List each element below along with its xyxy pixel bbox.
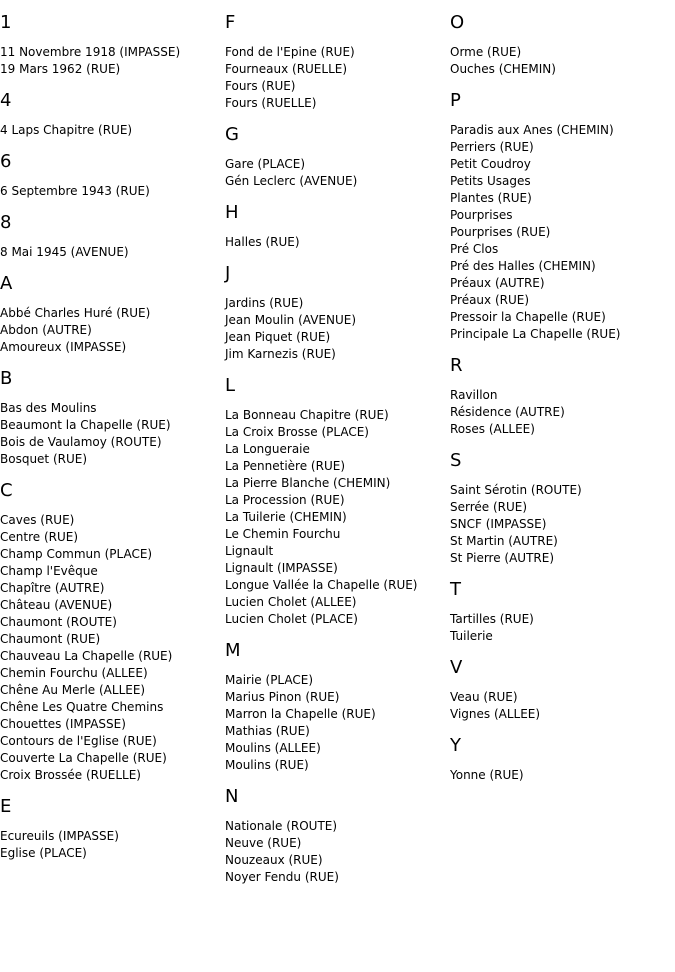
letter-heading: T <box>450 579 461 600</box>
street-item: Bosquet (RUE) <box>0 452 88 466</box>
street-item: Saint Sérotin (ROUTE) <box>450 483 582 497</box>
letter-group <box>0 151 225 200</box>
street-item: Halles (RUE) <box>225 235 300 249</box>
street-item: Serrée (RUE) <box>450 500 528 514</box>
street-item: Lucien Cholet (PLACE) <box>225 612 358 626</box>
letter-group <box>450 12 675 78</box>
street-index-column-2 <box>225 0 450 886</box>
street-item: Roses (ALLEE) <box>450 422 535 436</box>
letter-group <box>450 579 675 645</box>
street-item: Contours de l'Eglise (RUE) <box>0 734 157 748</box>
street-item: Yonne (RUE) <box>450 768 524 782</box>
letter-group <box>450 657 675 723</box>
street-item: Mairie (PLACE) <box>225 673 314 687</box>
letter-heading: 8 <box>0 212 12 233</box>
street-item: Bas des Moulins <box>0 401 97 415</box>
street-item: SNCF (IMPASSE) <box>450 517 547 531</box>
street-item: Abbé Charles Huré (RUE) <box>0 306 151 320</box>
street-item: Caves (RUE) <box>0 513 75 527</box>
street-item: Jim Karnezis (RUE) <box>225 347 336 361</box>
letter-group <box>0 480 225 784</box>
street-item: Mathias (RUE) <box>225 724 310 738</box>
street-item: Pourprises (RUE) <box>450 225 551 239</box>
letter-heading: G <box>225 124 239 145</box>
letter-group <box>225 375 450 628</box>
street-item: Chouettes (IMPASSE) <box>0 717 126 731</box>
street-item: Longue Vallée la Chapelle (RUE) <box>225 578 418 592</box>
street-item: Ecureuils (IMPASSE) <box>0 829 119 843</box>
letter-heading: 1 <box>0 12 12 33</box>
street-item: Préaux (RUE) <box>450 293 530 307</box>
street-item: Tuilerie <box>450 629 493 643</box>
street-index-column-3 <box>450 0 675 784</box>
street-item: Pré des Halles (CHEMIN) <box>450 259 596 273</box>
street-item: Couverte La Chapelle (RUE) <box>0 751 167 765</box>
letter-heading: 6 <box>0 151 12 172</box>
street-item: Bois de Vaulamoy (ROUTE) <box>0 435 162 449</box>
letter-group <box>225 640 450 774</box>
street-item: Vignes (ALLEE) <box>450 707 541 721</box>
street-item: 8 Mai 1945 (AVENUE) <box>0 245 129 259</box>
letter-group <box>0 368 225 468</box>
street-item: Nouzeaux (RUE) <box>225 853 323 867</box>
street-item: Veau (RUE) <box>450 690 518 704</box>
letter-heading: L <box>225 375 236 396</box>
street-item: Pourprises <box>450 208 513 222</box>
letter-group <box>0 90 225 139</box>
street-item: Petits Usages <box>450 174 531 188</box>
street-item: Jardins (RUE) <box>225 296 304 310</box>
street-item: Champ l'Evêque <box>0 564 98 578</box>
letter-group <box>225 786 450 886</box>
street-item: Fours (RUELLE) <box>225 96 317 110</box>
street-item: Pressoir la Chapelle (RUE) <box>450 310 606 324</box>
street-item: Neuve (RUE) <box>225 836 302 850</box>
letter-group <box>225 202 450 251</box>
street-item: Petit Coudroy <box>450 157 531 171</box>
street-item: Tartilles (RUE) <box>450 612 534 626</box>
street-index-column-1 <box>0 0 225 862</box>
street-item: Ouches (CHEMIN) <box>450 62 556 76</box>
street-item: Principale La Chapelle (RUE) <box>450 327 621 341</box>
street-item: Gare (PLACE) <box>225 157 306 171</box>
letter-heading: F <box>225 12 236 33</box>
street-item: Fours (RUE) <box>225 79 296 93</box>
letter-group <box>225 263 450 363</box>
letter-heading: M <box>225 640 241 661</box>
letter-heading: R <box>450 355 463 376</box>
letter-heading: Y <box>450 735 461 756</box>
street-item: Chaumont (RUE) <box>0 632 101 646</box>
street-item: 4 Laps Chapitre (RUE) <box>0 123 133 137</box>
street-item: St Martin (AUTRE) <box>450 534 558 548</box>
street-item: Lignault <box>225 544 274 558</box>
street-item: Champ Commun (PLACE) <box>0 547 153 561</box>
letter-heading: H <box>225 202 239 223</box>
street-item: Jean Moulin (AVENUE) <box>225 313 357 327</box>
street-item: Jean Piquet (RUE) <box>225 330 331 344</box>
letter-group <box>0 212 225 261</box>
letter-group <box>450 355 675 438</box>
street-item: La Longueraie <box>225 442 310 456</box>
street-item: Préaux (AUTRE) <box>450 276 545 290</box>
street-item: La Tuilerie (CHEMIN) <box>225 510 347 524</box>
letter-heading: A <box>0 273 13 294</box>
street-item: Nationale (ROUTE) <box>225 819 338 833</box>
street-item: Perriers (RUE) <box>450 140 534 154</box>
letter-group <box>450 735 675 784</box>
letter-heading: P <box>450 90 461 111</box>
letter-heading: B <box>0 368 13 389</box>
street-item: La Pierre Blanche (CHEMIN) <box>225 476 391 490</box>
street-item: Fourneaux (RUELLE) <box>225 62 348 76</box>
street-item: 6 Septembre 1943 (RUE) <box>0 184 150 198</box>
street-item: Chapître (AUTRE) <box>0 581 105 595</box>
street-item: Chaumont (ROUTE) <box>0 615 117 629</box>
street-item: Chêne Les Quatre Chemins <box>0 700 164 714</box>
street-item: Marron la Chapelle (RUE) <box>225 707 376 721</box>
letter-heading: N <box>225 786 239 807</box>
street-item: Chemin Fourchu (ALLEE) <box>0 666 148 680</box>
letter-heading: O <box>450 12 465 33</box>
letter-heading: C <box>0 480 13 501</box>
street-item: La Procession (RUE) <box>225 493 345 507</box>
letter-group <box>225 12 450 112</box>
street-item: 19 Mars 1962 (RUE) <box>0 62 121 76</box>
street-item: Ravillon <box>450 388 498 402</box>
street-item: Moulins (RUE) <box>225 758 309 772</box>
street-item: Lucien Cholet (ALLEE) <box>225 595 357 609</box>
street-item: Centre (RUE) <box>0 530 79 544</box>
street-item: La Pennetière (RUE) <box>225 459 345 473</box>
letter-group <box>225 124 450 190</box>
letter-group <box>0 796 225 862</box>
letter-group <box>0 12 225 78</box>
street-item: Chauveau La Chapelle (RUE) <box>0 649 173 663</box>
street-item: Fond de l'Epine (RUE) <box>225 45 355 59</box>
letter-group <box>0 273 225 356</box>
street-item: Résidence (AUTRE) <box>450 405 565 419</box>
letter-group <box>450 450 675 567</box>
street-item: Beaumont la Chapelle (RUE) <box>0 418 171 432</box>
street-item: Gén Leclerc (AVENUE) <box>225 174 358 188</box>
street-item: 11 Novembre 1918 (IMPASSE) <box>0 45 181 59</box>
letter-heading: S <box>450 450 462 471</box>
letter-heading: E <box>0 796 12 817</box>
street-item: Noyer Fendu (RUE) <box>225 870 339 884</box>
street-item: La Bonneau Chapitre (RUE) <box>225 408 389 422</box>
street-item: Amoureux (IMPASSE) <box>0 340 127 354</box>
street-item: Marius Pinon (RUE) <box>225 690 340 704</box>
street-item: Croix Brossée (RUELLE) <box>0 768 141 782</box>
street-item: Pré Clos <box>450 242 499 256</box>
street-item: Paradis aux Anes (CHEMIN) <box>450 123 614 137</box>
street-item: Moulins (ALLEE) <box>225 741 321 755</box>
street-item: Château (AVENUE) <box>0 598 113 612</box>
letter-group <box>450 90 675 343</box>
street-item: Orme (RUE) <box>450 45 522 59</box>
street-item: Eglise (PLACE) <box>0 846 87 860</box>
letter-heading: J <box>225 263 231 284</box>
street-item: Lignault (IMPASSE) <box>225 561 338 575</box>
street-item: St Pierre (AUTRE) <box>450 551 555 565</box>
letter-heading: V <box>450 657 463 678</box>
street-item: Chêne Au Merle (ALLEE) <box>0 683 146 697</box>
street-item: Le Chemin Fourchu <box>225 527 341 541</box>
street-item: Plantes (RUE) <box>450 191 532 205</box>
street-item: La Croix Brosse (PLACE) <box>225 425 369 439</box>
letter-heading: 4 <box>0 90 12 111</box>
street-item: Abdon (AUTRE) <box>0 323 92 337</box>
